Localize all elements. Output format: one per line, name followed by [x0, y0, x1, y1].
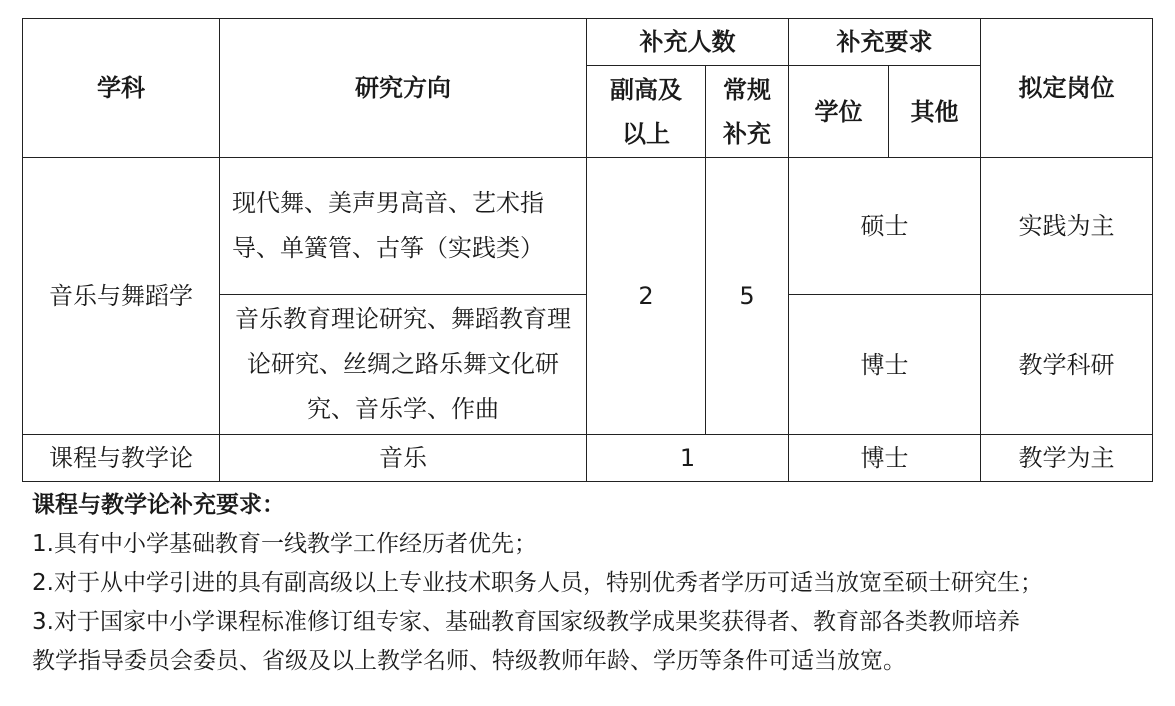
header-regular: 常规补充: [706, 66, 789, 158]
cell-degree-doctor: 博士: [789, 295, 981, 435]
cell-post-teaching: 教学为主: [981, 435, 1153, 482]
requirements-notes: [32, 486, 1172, 681]
cell-post-practice: 实践为主: [981, 158, 1153, 295]
notes-item-3: 3.对于国家中小学课程标准修订组专家、基础教育国家级教学成果奖获得者、教育部各类教师培养: [32, 609, 1020, 635]
header-direction: 研究方向: [220, 19, 587, 158]
header-senior: 副高及以上: [587, 66, 706, 158]
recruitment-table: [22, 18, 1153, 482]
cell-degree: 博士: [789, 435, 981, 482]
cell-subject-music-dance: 音乐与舞蹈学: [23, 158, 220, 435]
cell-degree-master: 硕士: [789, 158, 981, 295]
cell-direction-theory: 音乐教育理论研究、舞蹈教育理论研究、丝绸之路乐舞文化研究、音乐学、作曲: [220, 295, 587, 435]
cell-direction-practice: 现代舞、美声男高音、艺术指导、单簧管、古筝（实践类）: [220, 158, 587, 295]
header-supplement-count: 补充人数: [587, 19, 789, 66]
cell-regular-count: 5: [706, 158, 789, 435]
header-post: 拟定岗位: [981, 19, 1153, 158]
cell-count: 1: [587, 435, 789, 482]
cell-senior-count: 2: [587, 158, 706, 435]
header-supplement-requirement: 补充要求: [789, 19, 981, 66]
notes-item-1: 1.具有中小学基础教育一线教学工作经历者优先；: [32, 531, 537, 557]
notes-item-2: 2.对于从中学引进的具有副高级以上专业技术职务人员，特别优秀者学历可适当放宽至硕士研究生；: [32, 570, 1043, 596]
cell-post-research: 教学科研: [981, 295, 1153, 435]
header-degree: 学位: [789, 66, 889, 158]
header-other: 其他: [889, 66, 981, 158]
header-subject: 学科: [23, 19, 220, 158]
notes-title: 课程与教学论补充要求：: [32, 492, 285, 518]
cell-direction-music: 音乐: [220, 435, 587, 482]
notes-item-3-cont: 教学指导委员会委员、省级及以上教学名师、特级教师年龄、学历等条件可适当放宽。: [32, 648, 906, 674]
cell-subject-curriculum: 课程与教学论: [23, 435, 220, 482]
